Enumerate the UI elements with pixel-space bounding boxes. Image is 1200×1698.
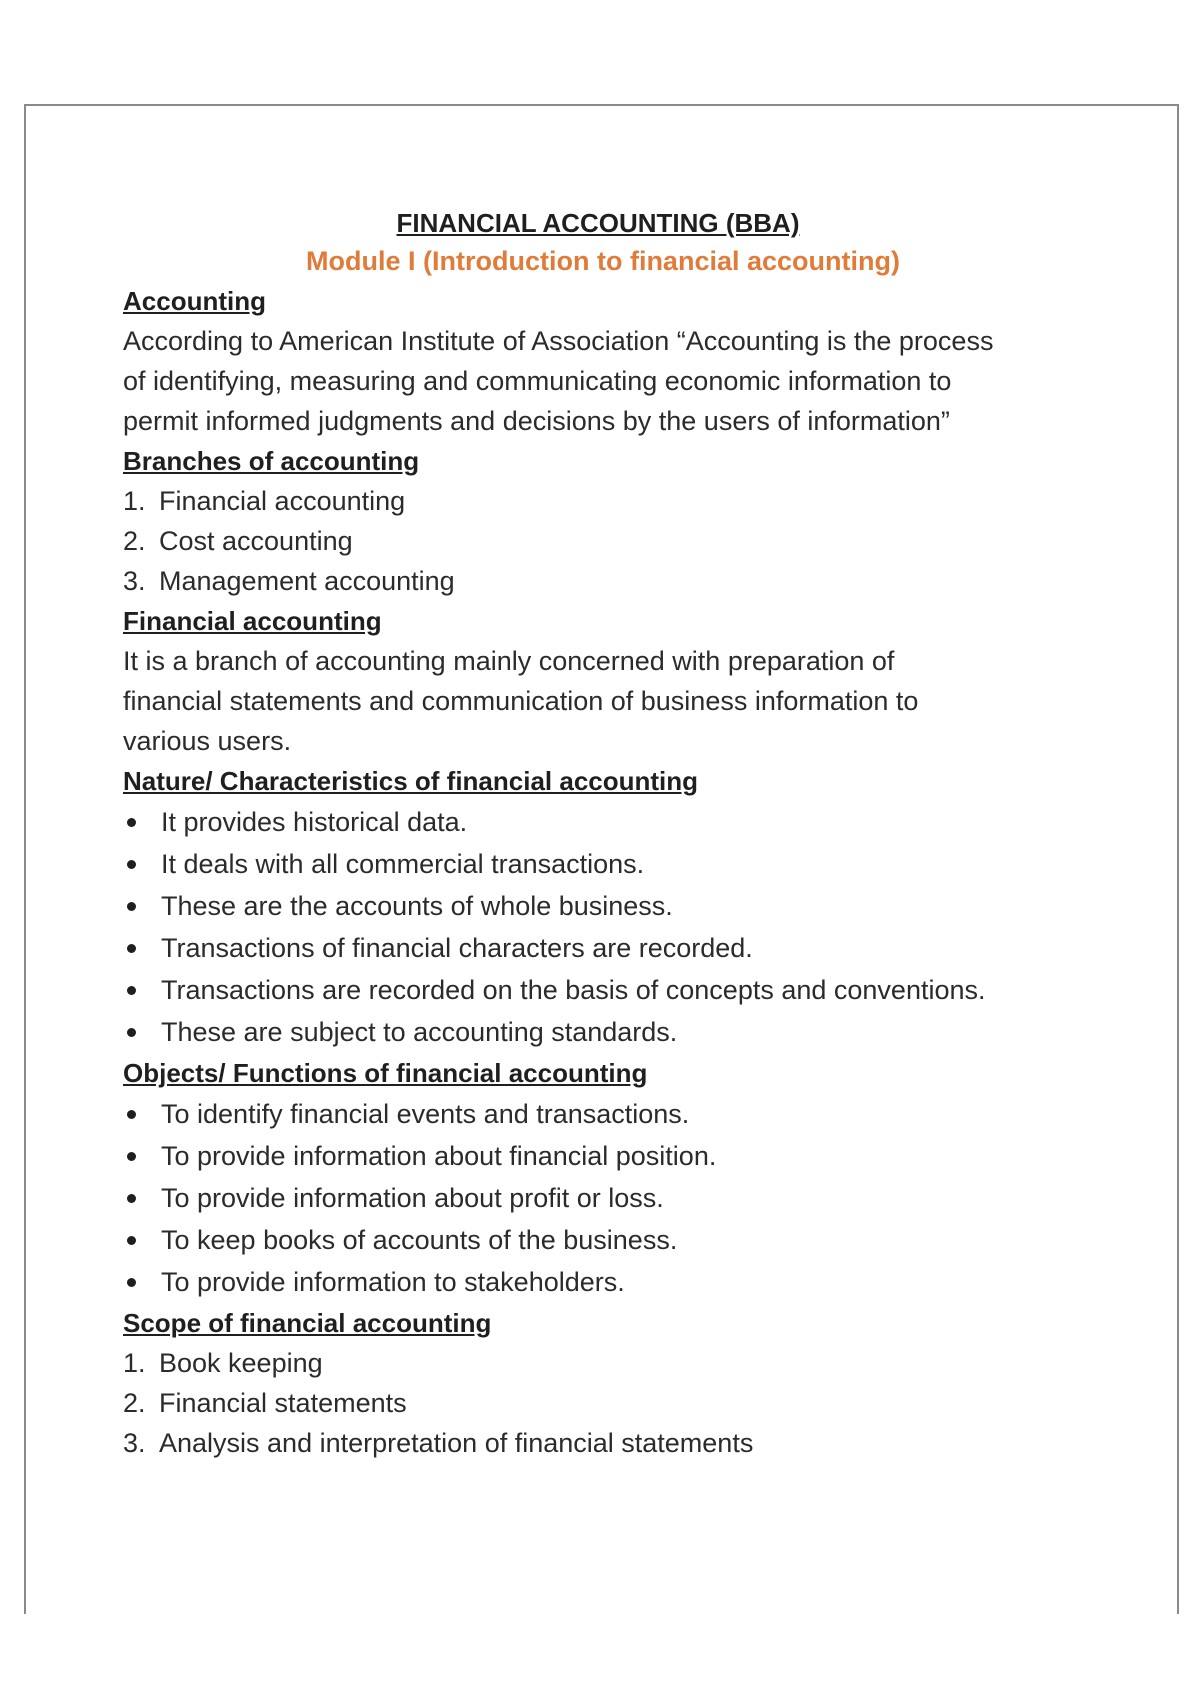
bullet-icon	[123, 1261, 161, 1303]
bullet-icon	[123, 1093, 161, 1135]
list-item-text: Transactions of financial characters are recorded.	[161, 933, 753, 963]
list-item-text: To keep books of accounts of the business.	[161, 1225, 678, 1255]
heading-branches: Branches of accounting	[123, 446, 420, 476]
list-item	[123, 1093, 1083, 1135]
objects-list	[123, 1093, 1083, 1303]
list-number: 3.	[123, 566, 146, 596]
heading-financial-accounting: Financial accounting	[123, 606, 382, 636]
list-item-text: It deals with all commercial transactions.	[161, 849, 645, 879]
heading-scope: Scope of financial accounting	[123, 1308, 492, 1338]
list-item-text: Financial accounting	[159, 486, 406, 516]
list-item	[123, 1219, 1083, 1261]
list-item	[123, 1011, 1083, 1053]
financial-accounting-definition: It is a branch of accounting mainly concerned with preparation of financial statements and communication of business information to various users.	[123, 646, 919, 756]
list-item-text: Management accounting	[159, 566, 455, 596]
bullet-icon	[123, 969, 161, 1011]
bullet-icon	[123, 1219, 161, 1261]
heading-nature: Nature/ Characteristics of financial accounting	[123, 766, 699, 796]
list-item	[123, 1423, 1083, 1463]
list-number: 2.	[123, 1388, 146, 1418]
list-number: 1.	[123, 1348, 146, 1378]
bullet-icon	[123, 843, 161, 885]
list-item-text: Financial statements	[159, 1388, 407, 1418]
document-body	[123, 205, 1083, 1463]
branches-list	[123, 481, 1083, 601]
module-subtitle: Module I (Introduction to financial accounting)	[306, 246, 900, 276]
list-item	[123, 1261, 1083, 1303]
list-item-text: Analysis and interpretation of financial statements	[159, 1428, 754, 1458]
list-item-text: These are subject to accounting standards.	[161, 1017, 678, 1047]
bullet-icon	[123, 801, 161, 843]
list-item	[123, 843, 1083, 885]
scope-list	[123, 1343, 1083, 1463]
list-item-text: Book keeping	[159, 1348, 323, 1378]
list-item-text: These are the accounts of whole business.	[161, 891, 673, 921]
bullet-icon	[123, 1177, 161, 1219]
bullet-icon	[123, 927, 161, 969]
list-item-text: To provide information about profit or loss.	[161, 1183, 664, 1213]
list-number: 1.	[123, 486, 146, 516]
list-item	[123, 1177, 1083, 1219]
bullet-icon	[123, 1011, 161, 1053]
bullet-icon	[123, 1135, 161, 1177]
list-item	[123, 801, 1083, 843]
bullet-icon	[123, 885, 161, 927]
list-item-text: It provides historical data.	[161, 807, 468, 837]
list-item	[123, 481, 1083, 521]
document-title: FINANCIAL ACCOUNTING (BBA)	[396, 208, 800, 238]
nature-list	[123, 801, 1083, 1053]
list-item-text: To identify financial events and transactions.	[161, 1099, 690, 1129]
list-item	[123, 1343, 1083, 1383]
list-number: 3.	[123, 1428, 146, 1458]
heading-objects: Objects/ Functions of financial accounting	[123, 1058, 648, 1088]
list-item-text: Transactions are recorded on the basis of concepts and conventions.	[161, 975, 986, 1005]
list-item	[123, 1383, 1083, 1423]
list-item-text: To provide information to stakeholders.	[161, 1267, 625, 1297]
accounting-definition: According to American Institute of Association “Accounting is the process of identifying, measuring and communicating economic information to permit informed judgments and decisions by the users of information”	[123, 326, 994, 436]
list-number: 2.	[123, 526, 146, 556]
list-item	[123, 1135, 1083, 1177]
list-item	[123, 521, 1083, 561]
list-item-text: To provide information about financial position.	[161, 1141, 717, 1171]
heading-accounting: Accounting	[123, 286, 266, 316]
list-item	[123, 969, 1083, 1011]
list-item	[123, 885, 1083, 927]
list-item-text: Cost accounting	[159, 526, 353, 556]
list-item	[123, 561, 1083, 601]
list-item	[123, 927, 1083, 969]
